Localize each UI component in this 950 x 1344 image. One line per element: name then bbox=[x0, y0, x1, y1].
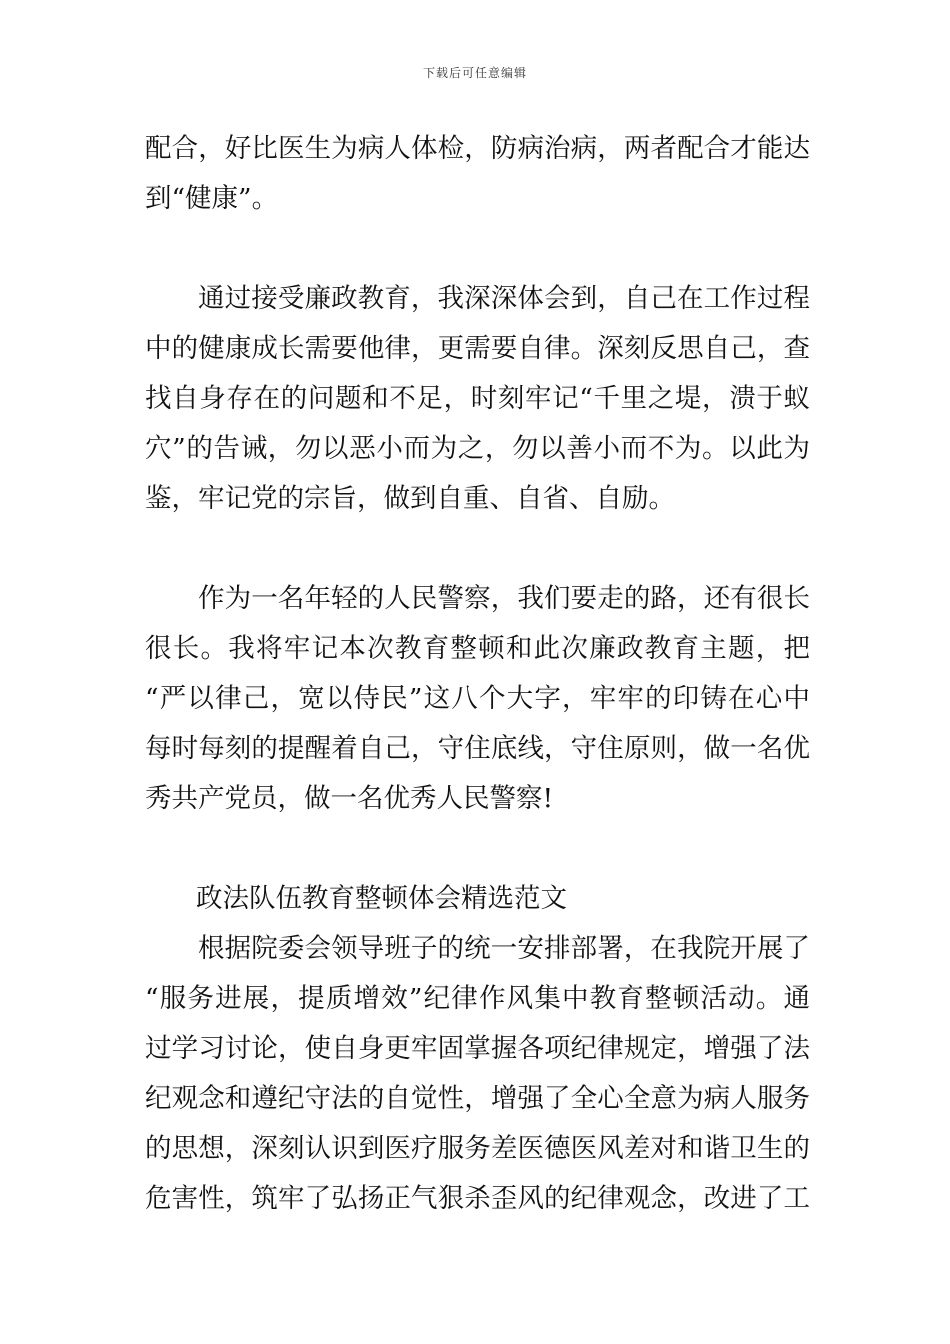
text-line: 纪观念和遵纪守法的自觉性，增强了全心全意为病人服务 bbox=[145, 1083, 810, 1114]
text-line: 作为一名年轻的人民警察，我们要走的路，还有很长 bbox=[198, 583, 810, 614]
text-line: 鉴，牢记党的宗旨，做到自重、自省、自励。 bbox=[145, 483, 675, 514]
text-line: 穴”的告诫，勿以恶小而为之，勿以善小而不为。以此为 bbox=[145, 433, 810, 464]
text-line: 过学习讨论，使自身更牢固掌握各项纪律规定，增强了法 bbox=[145, 1033, 810, 1064]
text-line: 很长。我将牢记本次教育整顿和此次廉政教育主题，把 bbox=[145, 633, 810, 664]
text-line: 每时每刻的提醒着自己，守住底线，守住原则，做一名优 bbox=[145, 733, 810, 764]
text-line: “服务进展，提质增效”纪律作风集中教育整顿活动。通 bbox=[145, 983, 810, 1014]
text-line: 根据院委会领导班子的统一安排部署，在我院开展了 bbox=[198, 933, 810, 964]
text-line: 的思想，深刻认识到医疗服务差医德医风差对和谐卫生的 bbox=[145, 1133, 810, 1164]
text-line: “严以律己，宽以侍民”这八个大字，牢牢的印铸在心中 bbox=[145, 683, 810, 714]
text-line: 找自身存在的问题和不足，时刻牢记“千里之堤，溃于蚁 bbox=[145, 383, 810, 414]
section-title: 政法队伍教育整顿体会精选范文 bbox=[196, 883, 567, 914]
text-line: 配合，好比医生为病人体检，防病治病，两者配合才能达 bbox=[145, 133, 810, 164]
text-line: 秀共产党员，做一名优秀人民警察! bbox=[145, 783, 554, 814]
page-header-note: 下载后可任意编辑 bbox=[422, 66, 527, 80]
text-line: 中的健康成长需要他律，更需要自律。深刻反思自己，查 bbox=[145, 333, 810, 364]
text-line: 到“健康”。 bbox=[145, 183, 279, 214]
text-line: 通过接受廉政教育，我深深体会到，自己在工作过程 bbox=[198, 283, 810, 314]
text-line: 危害性，筑牢了弘扬正气狠杀歪风的纪律观念，改进了工 bbox=[145, 1183, 810, 1214]
